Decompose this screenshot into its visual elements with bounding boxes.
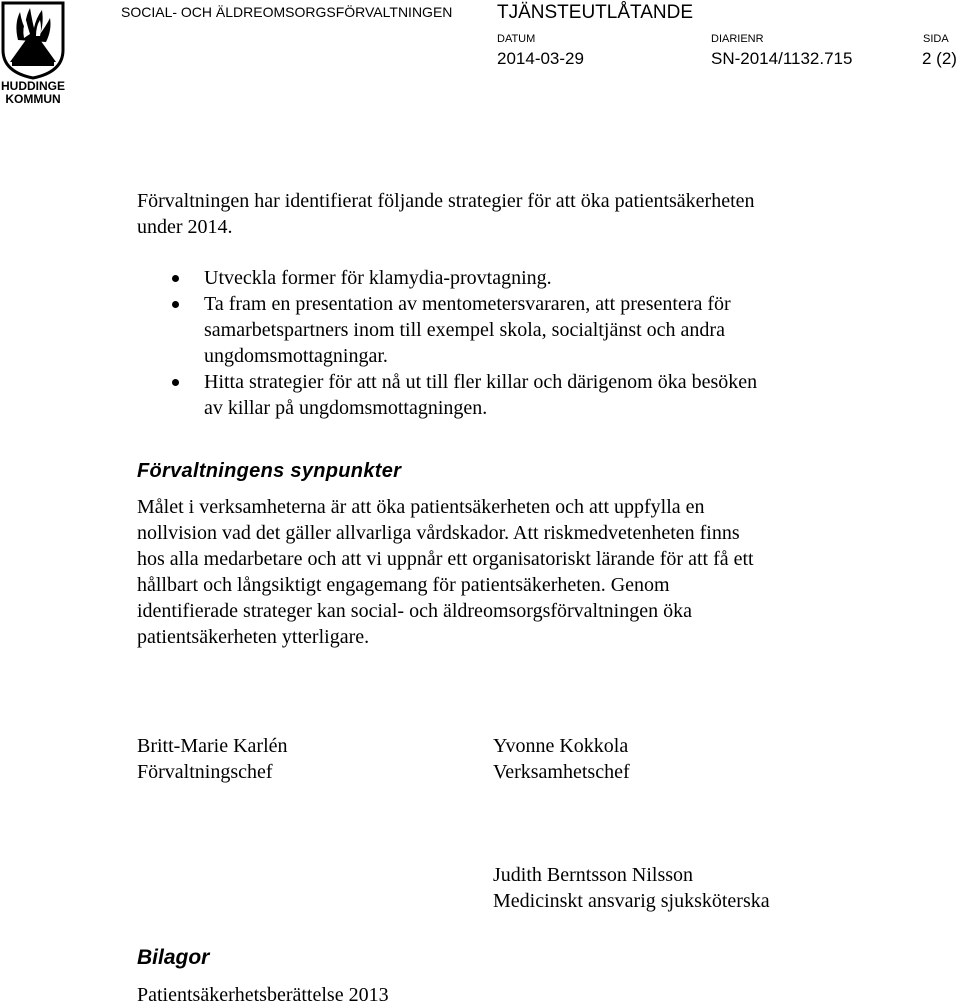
page-label: SIDA [923,33,949,45]
list-item: Ta fram en presentation av mentometersvararen, att presentera för samarbetspartners inom till exempel skola, socialtjänst och andra ungdomsmottagningar. [137,291,757,369]
intro-line: Förvaltningen har identifierat följande strategier för att öka patientsäkerheten [137,190,755,212]
page-value: 2 (2) [922,49,957,68]
diary-label: DIARIENR [711,33,764,45]
attachments-heading: Bilagor [137,946,210,969]
signatory-name: Yvonne Kokkola [493,735,629,757]
coat-of-arms-icon [0,0,66,80]
signature-block [137,733,288,785]
bullet-icon [172,379,179,386]
strategy-list [137,265,757,421]
signatory-title: Verksamhetschef [493,761,630,783]
department-name: SOCIAL- OCH ÄLDREOMSORGSFÖRVALTNINGEN [121,4,453,20]
huddinge-kommun-logo [0,0,66,108]
signature-block [493,862,770,914]
signatory-name: Judith Berntsson Nilsson [493,864,694,886]
logo-text: HUDDINGE KOMMUN [0,79,65,106]
bullet-icon [172,275,179,282]
attachment-item: Patientsäkerhetsberättelse 2013 [137,984,389,1006]
signature-block [493,733,630,785]
date-value: 2014-03-29 [497,49,584,68]
signatory-name: Britt-Marie Karlén [137,735,288,757]
section-paragraph: Målet i verksamheterna är att öka patientsäkerheten och att uppfylla en nollvision vad det gäller allvarliga vårdskador. Att riskmedvetenheten finns hos alla medarbetare och att vi uppnår ett organisatoriskt lärande för att få ett hållbart och långsiktigt engagemang för patientsäkerheten. Genom identifierade strateger kan social- och äldreomsorgsförvaltningen öka patientsäkerheten ytterligare. [137,496,754,648]
signatory-title: Medicinskt ansvarig sjuksköterska [493,890,770,912]
document-type: TJÄNSTEUTLÅTANDE [497,2,694,23]
date-label: DATUM [497,33,536,45]
list-item: Utveckla former för klamydia-provtagning. [137,265,757,291]
intro-paragraph [137,188,755,240]
intro-line: under 2014. [137,216,233,238]
signatory-title: Förvaltningschef [137,761,273,783]
list-item: Hitta strategier för att nå ut till fler killar och därigenom öka besöken av killar på ungdomsmottagningen. [137,369,757,421]
diary-value: SN-2014/1132.715 [711,49,853,68]
bullet-icon [172,301,179,308]
section-heading: Förvaltningens synpunkter [137,460,402,482]
